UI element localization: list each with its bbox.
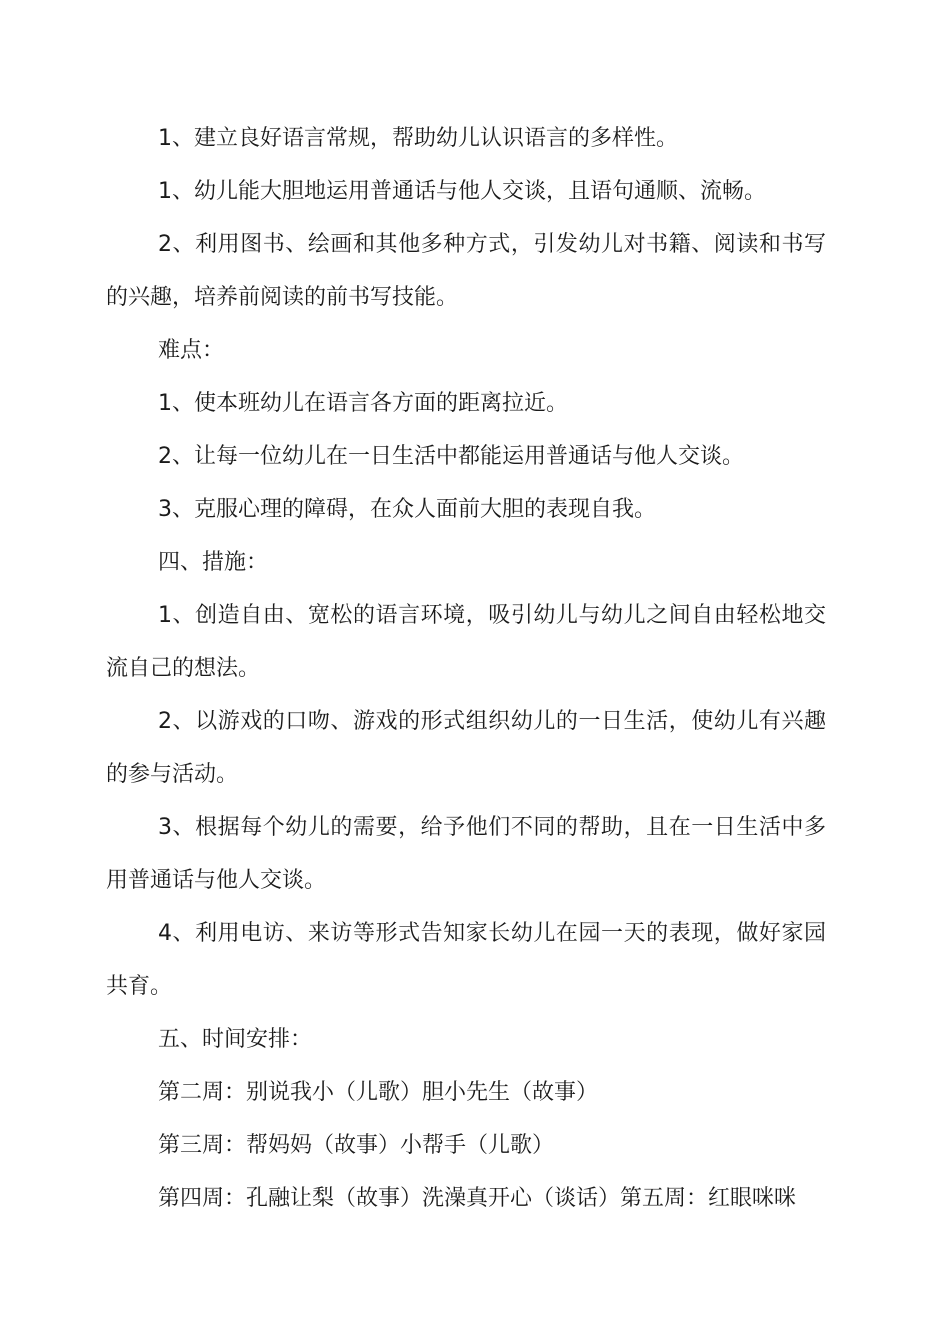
paragraph-difficulty-1: 1、使本班幼儿在语言各方面的距离拉近。 bbox=[158, 391, 568, 416]
section-heading-difficulties: 难点： bbox=[158, 338, 225, 363]
schedule-week-3: 第三周：帮妈妈（故事）小帮手（儿歌） bbox=[158, 1133, 555, 1158]
paragraph-measure-1: 1、创造自由、宽松的语言环境，吸引幼儿与幼儿之间自由轻松地交流自己的想法。 bbox=[106, 603, 826, 681]
paragraph-key-point-1: 1、幼儿能大胆地运用普通话与他人交谈，且语句通顺、流畅。 bbox=[158, 179, 766, 204]
paragraph-goal-1: 1、建立良好语言常规，帮助幼儿认识语言的多样性。 bbox=[158, 126, 678, 151]
section-heading-measures: 四、措施： bbox=[158, 550, 269, 575]
paragraph-measure-4: 4、利用电访、来访等形式告知家长幼儿在园一天的表现，做好家园共育。 bbox=[106, 921, 826, 999]
schedule-week-4-5: 第四周：孔融让梨（故事）洗澡真开心（谈话）第五周：红眼咪咪 bbox=[158, 1186, 797, 1211]
paragraph-difficulty-3: 3、克服心理的障碍，在众人面前大胆的表现自我。 bbox=[158, 497, 656, 522]
schedule-week-2: 第二周：别说我小（儿歌）胆小先生（故事） bbox=[158, 1080, 599, 1105]
paragraph-difficulty-2: 2、让每一位幼儿在一日生活中都能运用普通话与他人交谈。 bbox=[158, 444, 744, 469]
section-heading-schedule: 五、时间安排： bbox=[158, 1027, 313, 1052]
paragraph-measure-2: 2、以游戏的口吻、游戏的形式组织幼儿的一日生活，使幼儿有兴趣的参与活动。 bbox=[106, 709, 826, 787]
paragraph-measure-3: 3、根据每个幼儿的需要，给予他们不同的帮助，且在一日生活中多用普通话与他人交谈。 bbox=[106, 815, 826, 893]
paragraph-key-point-2: 2、利用图书、绘画和其他多种方式，引发幼儿对书籍、阅读和书写的兴趣，培养前阅读的前书写技能。 bbox=[106, 232, 826, 310]
